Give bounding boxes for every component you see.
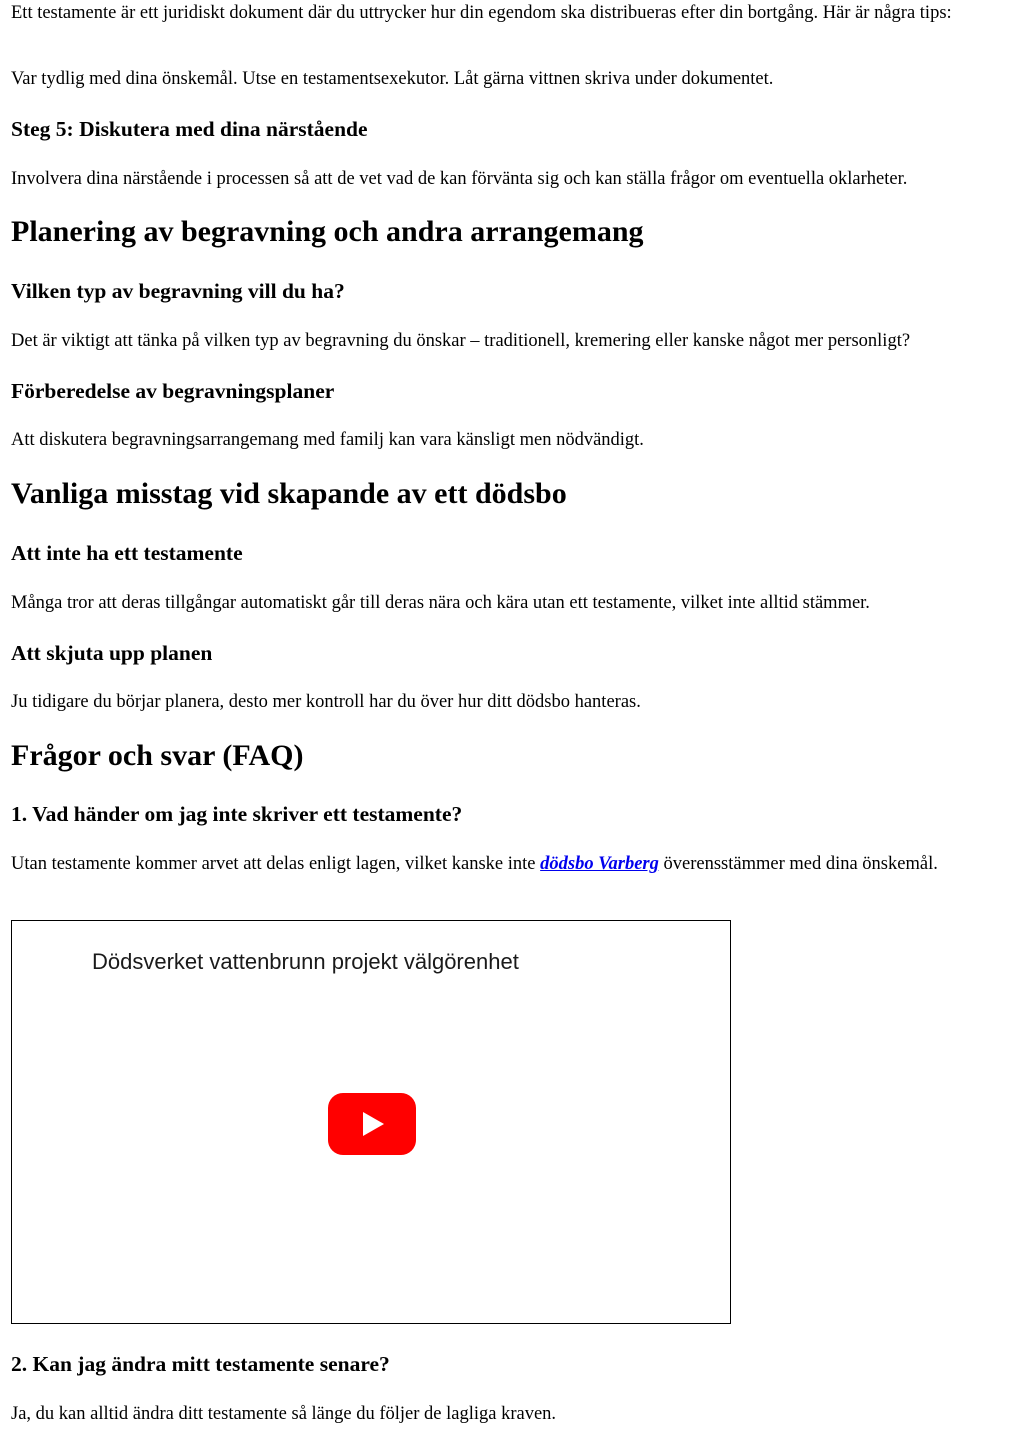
no-will-heading: Att inte ha ett testamente [11,541,243,565]
dodsbo-varberg-link[interactable]: dödsbo Varberg [540,854,659,874]
youtube-play-icon[interactable] [328,1093,416,1155]
faq1-answer [11,853,1015,876]
faq1-answer-text-after: överensstämmer med dina önskemål. [658,854,938,874]
no-will-paragraph: Många tror att deras tillgångar automatiskt går till deras nära och kära utan ett testamente, vilket inte alltid stämmer. [11,593,870,613]
faq1-answer-text-before: Utan testamente kommer arvet att delas enligt lagen, vilket kanske inte [11,854,541,874]
video-title[interactable]: Dödsverket vattenbrunn projekt välgörenhet [92,949,519,974]
intro-paragraph: Ett testamente är ett juridiskt dokument där du uttrycker hur din egendom ska distribueras efter din bortgång. Här är några tips: [11,3,952,23]
faq1-question: 1. Vad händer om jag inte skriver ett testamente? [11,802,463,826]
faq2-answer: Ja, du kan alltid ändra ditt testamente så länge du följer de lagliga kraven. [11,1404,557,1424]
faq2-question: 2. Kan jag ändra mitt testamente senare? [11,1352,390,1376]
step5-paragraph: Involvera dina närstående i processen så att de vet vad de kan förvänta sig och kan ställa frågor om eventuella oklarheter. [11,169,908,189]
funeral-prep-heading: Förberedelse av begravningsplaner [11,379,335,403]
funeral-heading: Planering av begravning och andra arrangemang [11,215,644,248]
video-embed[interactable] [11,920,731,1324]
funeral-type-paragraph: Det är viktigt att tänka på vilken typ av begravning du önskar – traditionell, kremering eller kanske något mer personligt? [11,331,911,351]
tips-paragraph: Var tydlig med dina önskemål. Utse en testamentsexekutor. Låt gärna vittnen skriva under dokumentet. [11,69,774,89]
faq-heading: Frågor och svar (FAQ) [11,739,304,772]
funeral-prep-paragraph: Att diskutera begravningsarrangemang med familj kan vara känsligt men nödvändigt. [11,430,644,450]
mistakes-heading: Vanliga misstag vid skapande av ett dödsbo [11,477,567,510]
funeral-type-heading: Vilken typ av begravning vill du ha? [11,279,345,303]
postpone-paragraph: Ju tidigare du börjar planera, desto mer kontroll har du över hur ditt dödsbo hanteras. [11,692,641,712]
postpone-heading: Att skjuta upp planen [11,641,213,665]
step5-heading: Steg 5: Diskutera med dina närstående [11,117,368,141]
